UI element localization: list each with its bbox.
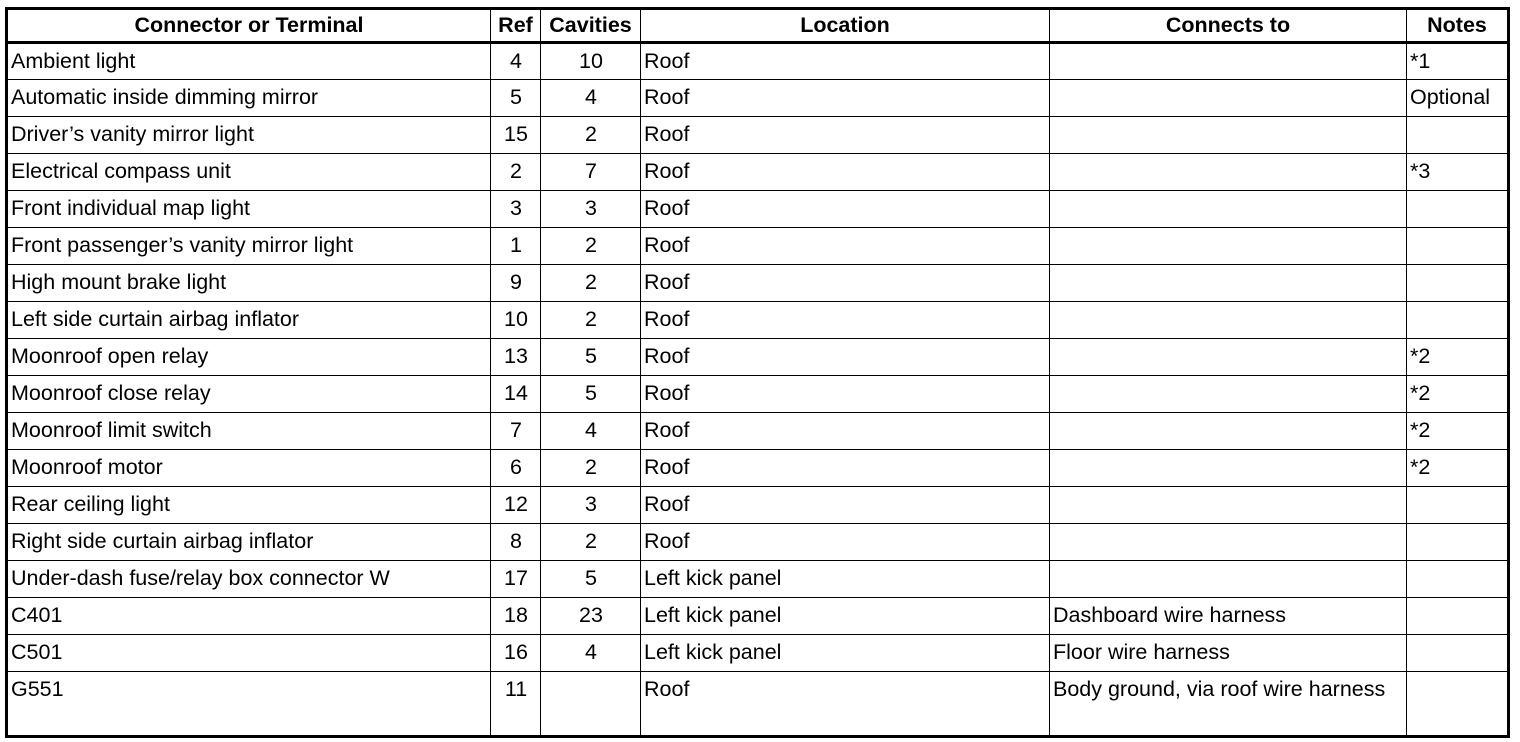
table-row: [7, 80, 1509, 117]
cell-cavities: 10: [541, 43, 641, 80]
cell-connects-to: Dashboard wire harness: [1050, 598, 1407, 635]
cell-connects-to: [1050, 265, 1407, 302]
cell-location: Roof: [641, 413, 1050, 450]
cell-connects-to: [1050, 228, 1407, 265]
table-row: [7, 117, 1509, 154]
table-row: [7, 302, 1509, 339]
cell-connector: Rear ceiling light: [7, 487, 491, 524]
cell-location: Roof: [641, 302, 1050, 339]
cell-ref: 14: [491, 376, 541, 413]
cell-connector: Ambient light: [7, 43, 491, 80]
cell-location: Roof: [641, 228, 1050, 265]
cell-cavities: 3: [541, 191, 641, 228]
cell-cavities: 2: [541, 228, 641, 265]
cell-notes: [1407, 228, 1509, 265]
cell-connector: Moonroof limit switch: [7, 413, 491, 450]
cell-connects-to: [1050, 117, 1407, 154]
table-row: [7, 635, 1509, 672]
cell-ref: 12: [491, 487, 541, 524]
cell-location: Roof: [641, 450, 1050, 487]
table-row: [7, 376, 1509, 413]
cell-ref: 9: [491, 265, 541, 302]
table-row: [7, 672, 1509, 737]
header-connects-to: Connects to: [1050, 9, 1407, 43]
header-location: Location: [641, 9, 1050, 43]
cell-connects-to: [1050, 561, 1407, 598]
cell-notes: [1407, 487, 1509, 524]
cell-notes: *2: [1407, 376, 1509, 413]
table-row: [7, 191, 1509, 228]
cell-cavities: 2: [541, 265, 641, 302]
connector-table: [5, 7, 1510, 738]
cell-connector: Moonroof open relay: [7, 339, 491, 376]
header-row: [7, 9, 1509, 43]
cell-location: Roof: [641, 524, 1050, 561]
cell-location: Roof: [641, 80, 1050, 117]
header-ref: Ref: [491, 9, 541, 43]
cell-notes: Optional: [1407, 80, 1509, 117]
cell-location: Roof: [641, 487, 1050, 524]
cell-ref: 3: [491, 191, 541, 228]
cell-notes: *1: [1407, 43, 1509, 80]
cell-connector: High mount brake light: [7, 265, 491, 302]
cell-connector: Driver’s vanity mirror light: [7, 117, 491, 154]
cell-notes: [1407, 635, 1509, 672]
cell-ref: 6: [491, 450, 541, 487]
cell-cavities: 2: [541, 450, 641, 487]
cell-cavities: [541, 672, 641, 737]
cell-ref: 4: [491, 43, 541, 80]
table-row: [7, 265, 1509, 302]
header-cavities: Cavities: [541, 9, 641, 43]
cell-connector: Right side curtain airbag inflator: [7, 524, 491, 561]
cell-connector: Electrical compass unit: [7, 154, 491, 191]
cell-notes: [1407, 117, 1509, 154]
cell-ref: 1: [491, 228, 541, 265]
cell-ref: 11: [491, 672, 541, 737]
cell-notes: *2: [1407, 339, 1509, 376]
cell-connector: C401: [7, 598, 491, 635]
header-connector: Connector or Terminal: [7, 9, 491, 43]
cell-connector: C501: [7, 635, 491, 672]
cell-connector: Front passenger’s vanity mirror light: [7, 228, 491, 265]
cell-notes: *2: [1407, 450, 1509, 487]
cell-notes: [1407, 191, 1509, 228]
cell-connector: G551: [7, 672, 491, 737]
cell-connector: Left side curtain airbag inflator: [7, 302, 491, 339]
cell-ref: 18: [491, 598, 541, 635]
cell-connects-to: [1050, 450, 1407, 487]
cell-location: Roof: [641, 154, 1050, 191]
cell-notes: [1407, 524, 1509, 561]
cell-connects-to: [1050, 43, 1407, 80]
cell-cavities: 7: [541, 154, 641, 191]
cell-notes: [1407, 265, 1509, 302]
cell-notes: *2: [1407, 413, 1509, 450]
table-row: [7, 450, 1509, 487]
cell-notes: [1407, 672, 1509, 737]
cell-location: Left kick panel: [641, 561, 1050, 598]
cell-connects-to: Body ground, via roof wire harness: [1050, 672, 1407, 737]
cell-ref: 13: [491, 339, 541, 376]
cell-cavities: 5: [541, 376, 641, 413]
cell-ref: 16: [491, 635, 541, 672]
cell-connects-to: [1050, 191, 1407, 228]
cell-connector: Front individual map light: [7, 191, 491, 228]
cell-connects-to: [1050, 80, 1407, 117]
cell-location: Roof: [641, 376, 1050, 413]
cell-connects-to: Floor wire harness: [1050, 635, 1407, 672]
cell-location: Roof: [641, 43, 1050, 80]
cell-ref: 17: [491, 561, 541, 598]
cell-connector: Moonroof motor: [7, 450, 491, 487]
table-row: [7, 598, 1509, 635]
cell-cavities: 5: [541, 339, 641, 376]
cell-connector: Moonroof close relay: [7, 376, 491, 413]
cell-notes: [1407, 598, 1509, 635]
cell-connector: Automatic inside dimming mirror: [7, 80, 491, 117]
cell-connects-to: [1050, 302, 1407, 339]
cell-notes: [1407, 302, 1509, 339]
cell-connects-to: [1050, 376, 1407, 413]
cell-location: Roof: [641, 672, 1050, 737]
cell-ref: 8: [491, 524, 541, 561]
table-row: [7, 228, 1509, 265]
cell-connects-to: [1050, 339, 1407, 376]
cell-connector: Under-dash fuse/relay box connector W: [7, 561, 491, 598]
cell-cavities: 3: [541, 487, 641, 524]
cell-ref: 7: [491, 413, 541, 450]
cell-ref: 5: [491, 80, 541, 117]
table-row: [7, 413, 1509, 450]
cell-connects-to: [1050, 487, 1407, 524]
cell-connects-to: [1050, 413, 1407, 450]
table-row: [7, 43, 1509, 80]
cell-cavities: 5: [541, 561, 641, 598]
cell-location: Left kick panel: [641, 598, 1050, 635]
cell-connects-to: [1050, 154, 1407, 191]
cell-location: Roof: [641, 117, 1050, 154]
cell-cavities: 4: [541, 80, 641, 117]
header-notes: Notes: [1407, 9, 1509, 43]
cell-cavities: 2: [541, 117, 641, 154]
table-row: [7, 487, 1509, 524]
cell-ref: 10: [491, 302, 541, 339]
cell-notes: *3: [1407, 154, 1509, 191]
table-row: [7, 339, 1509, 376]
table-row: [7, 154, 1509, 191]
table-body: [7, 43, 1509, 737]
cell-connects-to: [1050, 524, 1407, 561]
cell-ref: 2: [491, 154, 541, 191]
table-row: [7, 561, 1509, 598]
cell-cavities: 2: [541, 524, 641, 561]
cell-location: Roof: [641, 191, 1050, 228]
cell-cavities: 4: [541, 635, 641, 672]
table-row: [7, 524, 1509, 561]
cell-location: Left kick panel: [641, 635, 1050, 672]
cell-ref: 15: [491, 117, 541, 154]
cell-location: Roof: [641, 339, 1050, 376]
cell-cavities: 2: [541, 302, 641, 339]
cell-location: Roof: [641, 265, 1050, 302]
cell-cavities: 23: [541, 598, 641, 635]
cell-notes: [1407, 561, 1509, 598]
cell-cavities: 4: [541, 413, 641, 450]
